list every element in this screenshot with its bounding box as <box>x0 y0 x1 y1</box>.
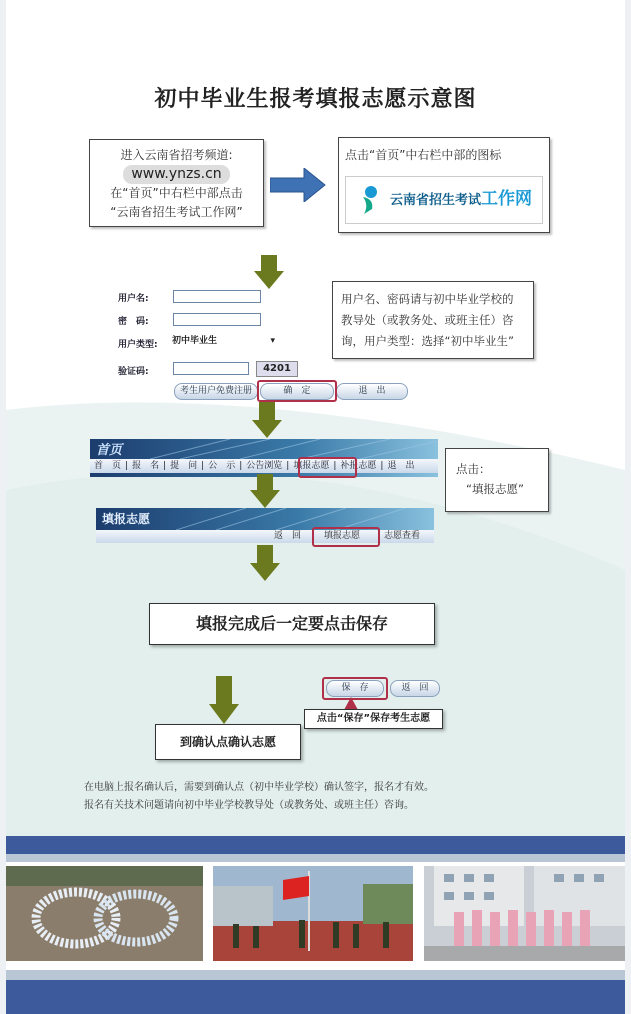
nav-item-question[interactable]: 提 问 <box>170 461 198 471</box>
highlight-fill-volunteer <box>298 457 357 478</box>
step3-line1: 用户名、密码请与初中毕业学校的 <box>341 292 514 306</box>
captcha-input[interactable] <box>173 362 249 375</box>
nav-bar: 首 页 | 报 名 | 提 问 | 公 示 | 公告浏览 | 填报志愿 | 补报志愿 | 退 出 <box>90 459 438 473</box>
step1-line1: 进入云南省招考频道: <box>120 148 233 162</box>
save-caption-box: 点击“保存”保存考生志愿 <box>304 709 443 729</box>
arrow-down-icon <box>209 676 239 724</box>
page-title: 初中毕业生报考填报志愿示意图 <box>154 87 477 112</box>
arrow-down-icon <box>250 545 280 581</box>
nav2-item-back[interactable]: 返 回 <box>274 531 302 541</box>
footer-band-grey <box>6 854 625 862</box>
note-line2: 报名有关技术问题请向初中毕业学校教导处（或教务处、或班主任）咨询。 <box>84 800 414 811</box>
step4-line1: 点击： <box>456 462 491 476</box>
students-building-image <box>424 866 625 961</box>
footer-band-bottom <box>6 980 625 1014</box>
chevron-down-icon: ▾ <box>270 336 275 346</box>
arrow-down-icon <box>252 402 282 438</box>
step3-box <box>332 281 534 359</box>
banner-lines <box>176 508 434 530</box>
photo-flag-ceremony <box>213 866 413 961</box>
highlight-fill-volunteer-2 <box>312 527 380 547</box>
volunteer-nav-banner <box>96 508 434 543</box>
nav-item-register[interactable]: 报 名 <box>132 461 160 471</box>
exam-site-logo[interactable] <box>345 176 543 224</box>
nav-item-fill-volunteer[interactable]: 填报志愿 <box>293 461 330 471</box>
logo-text: 云南省招生考试工作网 <box>390 189 533 209</box>
confirm-point-box: 到确认点确认志愿 <box>155 724 301 760</box>
username-input[interactable] <box>173 290 261 303</box>
captcha-label: 验证码: <box>118 367 149 377</box>
nav-item-home[interactable]: 首 页 <box>94 461 122 471</box>
footer-band-top <box>6 836 625 854</box>
step2-text: 点击“首页”中右栏中部的图标 <box>345 148 502 162</box>
site-url[interactable]: www.ynzs.cn <box>123 165 229 184</box>
nav-item-exit[interactable]: 退 出 <box>387 461 415 471</box>
banner-lines <box>150 439 438 459</box>
password-label: 密 码: <box>118 317 149 327</box>
back-button[interactable]: 返 回 <box>390 680 440 697</box>
photo-students-formation <box>6 866 203 961</box>
step3-line2: 教导处（或教务处、或班主任）咨 <box>341 313 514 327</box>
nav2-title: 填报志愿 <box>102 512 151 526</box>
usertype-select[interactable]: 初中毕业生 ▾ <box>169 335 277 348</box>
nav2-item-view-volunteer[interactable]: 志愿查看 <box>384 531 421 541</box>
footer-band-grey-2 <box>6 970 625 980</box>
arrow-down-icon <box>250 474 280 508</box>
nav2-item-fill-volunteer[interactable]: 填报志愿 <box>324 531 361 541</box>
save-reminder-box: 填报完成后一定要点击保存 <box>149 603 435 645</box>
nav-item-supplement[interactable]: 补报志愿 <box>340 461 377 471</box>
save-button[interactable]: 保 存 <box>326 680 384 697</box>
photo-students-building <box>424 866 625 961</box>
step1-box <box>89 139 264 227</box>
nav-title: 首页 <box>96 443 123 458</box>
exit-button[interactable]: 退 出 <box>336 383 408 400</box>
register-button[interactable]: 考生用户免费注册 <box>174 383 258 400</box>
nav-item-notices[interactable]: 公告浏览 <box>246 461 283 471</box>
usertype-label: 用户类型: <box>118 340 158 350</box>
note-line1: 在电脑上报名确认后，需要到确认点（初中毕业学校）确认签字，报名才有效。 <box>84 782 434 793</box>
notes <box>84 779 604 815</box>
confirm-button[interactable]: 确 定 <box>260 383 334 400</box>
page <box>6 0 625 1014</box>
nav2-bar <box>96 530 434 543</box>
flag-ceremony-image <box>213 866 413 961</box>
username-label: 用户名: <box>118 294 149 304</box>
captcha-image: 4201 <box>256 361 298 377</box>
highlight-confirm <box>257 380 337 402</box>
step4-box <box>445 448 549 512</box>
password-input[interactable] <box>173 313 261 326</box>
step3-line3: 询，用户类型：选择“初中毕业生” <box>341 334 514 348</box>
step1-line4: “云南省招生考试工作网” <box>110 205 243 219</box>
arrow-down-icon <box>254 255 284 289</box>
home-nav-banner <box>90 439 438 477</box>
step2-box <box>338 137 550 233</box>
arrow-right-icon <box>270 168 326 202</box>
nav-item-publicity[interactable]: 公 示 <box>208 461 236 471</box>
step4-line2: “填报志愿” <box>466 482 524 496</box>
step1-line3: 在“首页”中右栏中部点击 <box>110 186 243 200</box>
students-formation-image <box>6 866 203 961</box>
logo-mark-icon <box>360 185 380 215</box>
